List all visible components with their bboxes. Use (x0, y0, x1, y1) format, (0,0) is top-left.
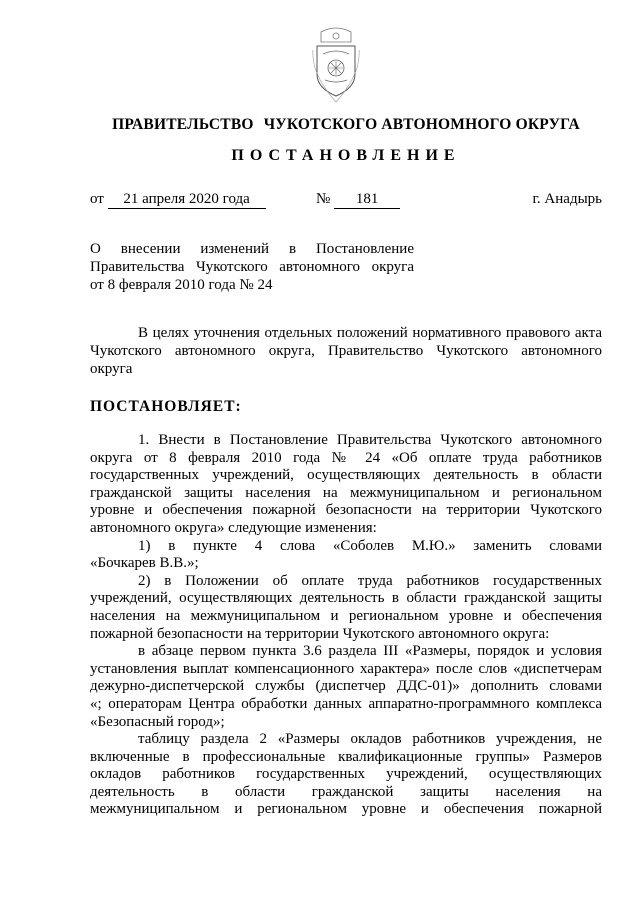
decree-subject (90, 240, 414, 294)
government-title-part2: ЧУКОТСКОГО АВТОНОМНОГО ОКРУГА (263, 116, 580, 133)
body-line: уровне и обеспечения пожарной безопасности на территории Чукотского (90, 502, 602, 519)
body-line: гражданской защиты населения на межмуниципальном и региональном (90, 484, 602, 501)
body-line: округа от 8 февраля 2010 года № 24 «Об оплате труда работников (90, 449, 602, 466)
body-line: дежурно-диспетчерской службы (диспетчер ДДС-01)» дополнить словами (90, 678, 602, 695)
decree-number-block (316, 190, 400, 209)
decree-title: ПОСТАНОВЛЕНИЕ (231, 147, 461, 164)
body-line: в абзаце первом пункта 3.6 раздела III «Размеры, порядок и условия (138, 643, 602, 660)
subject-line: О внесении изменений в Постановление (90, 241, 414, 257)
body-line: межмуниципальном и региональном уровне и обеспечения пожарной (90, 801, 602, 818)
body-line: окладов работников государственных учреждений, осуществляющих (90, 766, 602, 783)
decree-number: 181 (334, 190, 400, 209)
body-line: таблицу раздела 2 «Размеры окладов работников учреждения, не (138, 731, 602, 748)
body-line: 2) в Положении об оплате труда работников государственных (138, 572, 602, 589)
body-line: «; операторам Центра обработки данных аппаратно-программного комплекса (90, 695, 602, 712)
body-line: «Безопасный город»; (90, 713, 225, 730)
body-line: населения на межмуниципальном и региональном уровне и обеспечения (90, 607, 602, 624)
number-label: № (316, 191, 331, 207)
subject-line: от 8 февраля 2010 года № 24 (90, 277, 273, 293)
body-line: учреждений, осуществляющих деятельность в области гражданской защиты (90, 590, 602, 607)
from-label: от (90, 191, 104, 207)
body-line: «Бочкарев В.В.»; (90, 555, 199, 572)
decree-date-block (90, 190, 266, 209)
preamble-line: округа (90, 361, 133, 377)
body-line: пожарной безопасности на территории Чукотского автономного округа: (90, 625, 550, 642)
body-line: деятельность в области гражданской защиты населения на (90, 783, 602, 800)
government-title-part1: ПРАВИТЕЛЬСТВО (112, 116, 254, 133)
preamble-line: Чукотского автономного округа, Правительство Чукотского автономного (90, 343, 602, 359)
body-line: установления выплат компенсационного характера» после слов «диспетчерам (90, 660, 602, 677)
body-line: автономного округа» следующие изменения: (90, 519, 377, 536)
body-line: государственных учреждений, осуществляющих деятельность в области (90, 467, 602, 484)
decree-body (90, 432, 602, 819)
decree-city: г. Анадырь (532, 191, 602, 207)
subject-line: Правительства Чукотского автономного округа (90, 259, 414, 275)
coat-of-arms-emblem (311, 24, 361, 108)
government-title (90, 116, 602, 134)
preamble (90, 324, 602, 378)
body-line: 1) в пункте 4 слова «Соболев М.Ю.» заменить словами (138, 537, 602, 554)
body-line: 1. Внести в Постановление Правительства Чукотского автономного (138, 432, 602, 448)
resolves-heading: ПОСТАНОВЛЯЕТ: (90, 398, 242, 415)
preamble-line: В целях уточнения отдельных положений нормативного правового акта (138, 325, 602, 341)
decree-date: 21 апреля 2020 года (108, 190, 266, 209)
body-line: включенные в профессиональные квалификационные группы» Размеров (90, 748, 602, 765)
